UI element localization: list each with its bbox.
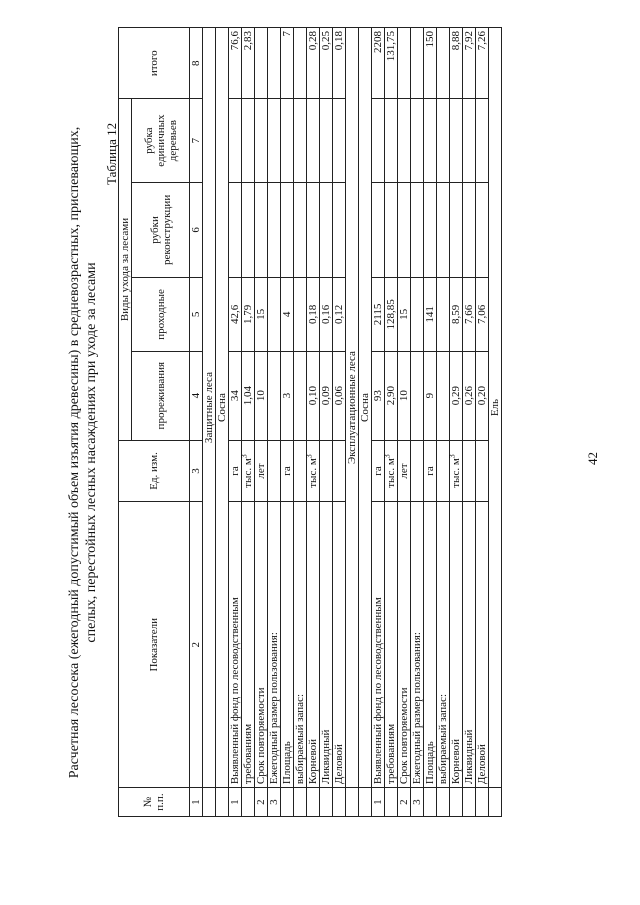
cell-v5: 128,85 [385, 278, 398, 352]
table-row [307, 28, 320, 817]
cell-v5: 15 [255, 278, 268, 352]
table-row [320, 28, 333, 817]
cell-v6 [333, 182, 346, 277]
row-number [450, 788, 463, 817]
unit-superscript: 3 [382, 454, 392, 459]
cell-v6 [398, 182, 411, 277]
cell-v7 [398, 99, 411, 182]
row-label: Деловой [476, 502, 489, 788]
cell-v8: 131,75 [385, 28, 398, 99]
row-unit-text: лет [255, 463, 267, 479]
cell-v5 [268, 278, 281, 352]
row-unit-text: тыс. м [307, 458, 319, 488]
cell-v6 [307, 182, 320, 277]
table-row [242, 28, 255, 817]
cell-v8: 2,83 [242, 28, 255, 99]
row-number: 1 [372, 788, 385, 817]
row-number: 3 [268, 788, 281, 817]
row-number [463, 788, 476, 817]
cell-v6 [463, 182, 476, 277]
row-unit [437, 440, 450, 502]
cell-v6 [385, 182, 398, 277]
row-number [242, 788, 255, 817]
table-row [463, 28, 476, 817]
table-row [255, 28, 268, 817]
row-unit [463, 440, 476, 502]
cell-v7 [463, 99, 476, 182]
row-number [307, 788, 320, 817]
row-unit-text: тыс. м [242, 458, 254, 488]
cell-v8: 7,92 [463, 28, 476, 99]
cell-v8: 76,6 [229, 28, 242, 99]
column-numbers-row [190, 28, 203, 817]
cell-v4: 0,26 [463, 351, 476, 440]
column-number: 1 [190, 788, 203, 817]
cell-v6 [281, 182, 294, 277]
row-label: Срок повторяемости [255, 502, 268, 788]
cell-v5: 7,06 [476, 278, 489, 352]
species-row [359, 28, 372, 817]
cell-v8: 7 [281, 28, 294, 99]
cell-v5 [411, 278, 424, 352]
cell-v8 [411, 28, 424, 99]
cell-v8 [268, 28, 281, 99]
header-total: итого [119, 28, 190, 99]
cell-v7 [281, 99, 294, 182]
cell-v7 [385, 99, 398, 182]
row-number: 1 [229, 788, 242, 817]
cell-v7 [268, 99, 281, 182]
cell-v5 [294, 278, 307, 352]
unit-superscript: 3 [447, 454, 457, 459]
row-unit [411, 440, 424, 502]
header-reconstruction: рубки реконструкции [132, 182, 190, 277]
row-label: требованиям [242, 502, 255, 788]
row-label: Площадь [424, 502, 437, 788]
cell-v5: 2115 [372, 278, 385, 352]
row-label: Ежегодный размер пользования: [268, 502, 281, 788]
row-unit [320, 440, 333, 502]
cell-v4: 0,06 [333, 351, 346, 440]
cell-v4: 2,90 [385, 351, 398, 440]
row-label: Срок повторяемости [398, 502, 411, 788]
table-row [411, 28, 424, 817]
row-label: Ликвидный [463, 502, 476, 788]
cell-v6 [476, 182, 489, 277]
table-row [450, 28, 463, 817]
row-unit-text: га [424, 466, 436, 476]
row-label: выбираемый запас: [437, 502, 450, 788]
cell-v7 [229, 99, 242, 182]
row-number [424, 788, 437, 817]
cell-v5: 4 [281, 278, 294, 352]
cell-v6 [437, 182, 450, 277]
cell-v8: 8,88 [450, 28, 463, 99]
row-unit [255, 440, 268, 502]
table-row [437, 28, 450, 817]
row-unit-text: тыс. м [385, 458, 397, 488]
cell-v8 [255, 28, 268, 99]
species-title: Сосна [216, 28, 229, 788]
column-number: 4 [190, 351, 203, 440]
row-label: Ликвидный [320, 502, 333, 788]
cell-v4: 10 [398, 351, 411, 440]
row-label: Корневой [450, 502, 463, 788]
row-unit [447, 440, 463, 502]
row-label: Площадь [281, 502, 294, 788]
row-unit [294, 440, 307, 502]
cell-v5: 0,18 [307, 278, 320, 352]
table-row [424, 28, 437, 817]
cell-v8 [437, 28, 450, 99]
cell-v4: 3 [281, 351, 294, 440]
page-number: 42 [585, 452, 600, 465]
cell-v5: 0,16 [320, 278, 333, 352]
cell-v6 [294, 182, 307, 277]
row-number: 2 [398, 788, 411, 817]
row-label: Выявленный фонд по лесоводственным [372, 502, 385, 788]
table-row [229, 28, 242, 817]
cell-v4: 0,10 [307, 351, 320, 440]
row-unit [304, 440, 320, 502]
row-unit [239, 440, 255, 502]
row-label: требованиям [385, 502, 398, 788]
column-number: 5 [190, 278, 203, 352]
section-row [346, 28, 359, 817]
row-label: выбираемый запас: [294, 502, 307, 788]
cell-v7 [333, 99, 346, 182]
cell-v4: 34 [229, 351, 242, 440]
row-unit [333, 440, 346, 502]
table-row [333, 28, 346, 817]
table-label: Таблица 12 [104, 122, 119, 185]
header-passing: проходные [132, 278, 190, 352]
cell-v8 [294, 28, 307, 99]
cell-v4: 93 [372, 351, 385, 440]
cell-v5: 42,6 [229, 278, 242, 352]
cell-v5: 15 [398, 278, 411, 352]
column-number: 6 [190, 182, 203, 277]
row-unit [382, 440, 398, 502]
cell-v5: 7,66 [463, 278, 476, 352]
cell-v8: 7,26 [476, 28, 489, 99]
cell-v6 [320, 182, 333, 277]
cell-v8: 0,25 [320, 28, 333, 99]
cell-v4: 10 [255, 351, 268, 440]
row-unit [424, 440, 437, 502]
cell-v4: 0,09 [320, 351, 333, 440]
row-unit [229, 440, 242, 502]
row-unit [268, 440, 281, 502]
cell-v6 [229, 182, 242, 277]
table-row [281, 28, 294, 817]
cell-v4 [437, 351, 450, 440]
cell-v7 [372, 99, 385, 182]
allowable-cut-table [118, 27, 502, 817]
cell-v7 [255, 99, 268, 182]
row-unit-text: тыс. м [450, 458, 462, 488]
species-title: Сосна [359, 28, 372, 788]
cell-v7 [424, 99, 437, 182]
row-label: Корневой [307, 502, 320, 788]
cell-v8 [398, 28, 411, 99]
cell-v7 [476, 99, 489, 182]
row-unit [398, 440, 411, 502]
section-row [203, 28, 216, 817]
cell-v4 [411, 351, 424, 440]
cell-v6 [424, 182, 437, 277]
column-number: 7 [190, 99, 203, 182]
row-number [281, 788, 294, 817]
document-title [66, 0, 100, 905]
row-number: 2 [255, 788, 268, 817]
column-number: 2 [190, 502, 203, 788]
header-single-trees: рубка единичных деревьев [132, 99, 190, 182]
table-row [294, 28, 307, 817]
header-unit: Ед. изм. [119, 440, 190, 502]
cell-v6 [372, 182, 385, 277]
row-number [320, 788, 333, 817]
cell-v5 [437, 278, 450, 352]
cell-v8: 150 [424, 28, 437, 99]
table-row [476, 28, 489, 817]
cell-v6 [255, 182, 268, 277]
cell-v4: 0,20 [476, 351, 489, 440]
header-num: № п.п. [119, 788, 190, 817]
header-care-types: Виды ухода за лесами [119, 99, 132, 440]
cell-v7 [242, 99, 255, 182]
cell-v4 [294, 351, 307, 440]
cell-v5: 141 [424, 278, 437, 352]
row-unit-text: га [229, 466, 241, 476]
cell-v7 [411, 99, 424, 182]
cell-v7 [437, 99, 450, 182]
cell-v6 [242, 182, 255, 277]
cell-v7 [294, 99, 307, 182]
row-unit-text: га [281, 466, 293, 476]
cell-v8: 0,28 [307, 28, 320, 99]
cell-v5: 0,12 [333, 278, 346, 352]
cell-v5: 8,59 [450, 278, 463, 352]
species-row [216, 28, 229, 817]
column-number: 3 [190, 440, 203, 502]
table-body [203, 28, 502, 817]
row-label: Выявленный фонд по лесоводственным [229, 502, 242, 788]
cell-v8: 2208 [372, 28, 385, 99]
row-number [385, 788, 398, 817]
row-unit [476, 440, 489, 502]
cell-v4: 0,29 [450, 351, 463, 440]
table-row [268, 28, 281, 817]
cell-v6 [268, 182, 281, 277]
species-row [489, 28, 502, 817]
cell-v7 [307, 99, 320, 182]
table-row [372, 28, 385, 817]
row-unit [281, 440, 294, 502]
row-unit-text: га [372, 466, 384, 476]
cell-v4: 1,04 [242, 351, 255, 440]
cell-v7 [320, 99, 333, 182]
row-unit [372, 440, 385, 502]
table-row [385, 28, 398, 817]
row-label: Деловой [333, 502, 346, 788]
cell-v4 [268, 351, 281, 440]
row-number [476, 788, 489, 817]
unit-superscript: 3 [304, 454, 314, 459]
header-thinning: прореживания [132, 351, 190, 440]
row-number [437, 788, 450, 817]
title-line-2: спелых, перестойных лесных насаждениях при уходе за лесами [84, 262, 99, 643]
cell-v5: 1,79 [242, 278, 255, 352]
cell-v8: 0,18 [333, 28, 346, 99]
row-number [294, 788, 307, 817]
row-number: 3 [411, 788, 424, 817]
row-unit-text: лет [398, 463, 410, 479]
species-title: Ель [489, 28, 502, 788]
cell-v4: 9 [424, 351, 437, 440]
column-number: 8 [190, 28, 203, 99]
title-line-1: Расчетная лесосека (ежегодный допустимый объем изъятия древесины) в средневозрастных, приспевающих, [67, 126, 82, 779]
cell-v7 [450, 99, 463, 182]
unit-superscript: 3 [239, 454, 249, 459]
header-indicator: Показатели [119, 502, 190, 788]
table-row [398, 28, 411, 817]
cell-v6 [450, 182, 463, 277]
cell-v6 [411, 182, 424, 277]
section-title: Защитные леса [203, 28, 216, 788]
row-number [333, 788, 346, 817]
row-label: Ежегодный размер пользования: [411, 502, 424, 788]
section-title: Эксплуатационные леса [346, 28, 359, 788]
